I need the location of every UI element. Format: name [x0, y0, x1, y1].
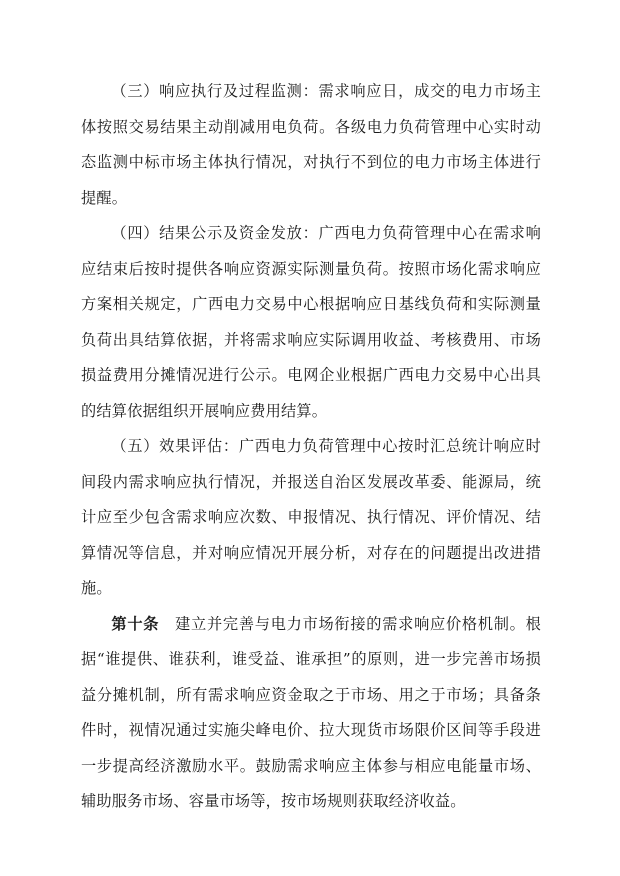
article-number: 第十条 — [111, 614, 160, 633]
article-ten — [81, 607, 541, 820]
paragraph-text: （四）结果公示及资金发放：广西电力负荷管理中心在需求响应结束后按时提供各响应资源实际测量负荷。按照市场化需求响应方案相关规定，广西电力交易中心根据响应日基线负荷和实际测量负荷出具结算依据，并将需求响应实际调用收益、考核费用、市场损益费用分摊情况进行公示。电网企业根据广西电力交易中心出具的结算依据组织开展响应费用结算。 — [81, 224, 541, 420]
document-page — [81, 74, 541, 820]
paragraph-text: （五）效果评估：广西电力负荷管理中心按时汇总统计响应时间段内需求响应执行情况，并报送自治区发展改革委、能源局，统计应至少包含需求响应次数、申报情况、执行情况、评价情况、结算情况等信息，并对响应情况开展分析，对存在的问题提出改进措施。 — [81, 437, 541, 597]
paragraph-results-publication — [81, 216, 541, 429]
paragraph-effect-evaluation — [81, 429, 541, 607]
paragraph-response-execution — [81, 74, 541, 216]
paragraph-text: （三）响应执行及过程监测：需求响应日，成交的电力市场主体按照交易结果主动削减用电负荷。各级电力负荷管理中心实时动态监测中标市场主体执行情况，对执行不到位的电力市场主体进行提醒。 — [81, 82, 541, 207]
article-text: 建立并完善与电力市场衔接的需求响应价格机制。根据“谁提供、谁获利，谁受益、谁承担”的原则，进一步完善市场损益分摊机制，所有需求响应资金取之于市场、用之于市场；具备条件时，视情况通过实施尖峰电价、拉大现货市场限价区间等手段进一步提高经济激励水平。鼓励需求响应主体参与相应电能量市场、辅助服务市场、容量市场等，按市场规则获取经济收益。 — [81, 614, 541, 810]
